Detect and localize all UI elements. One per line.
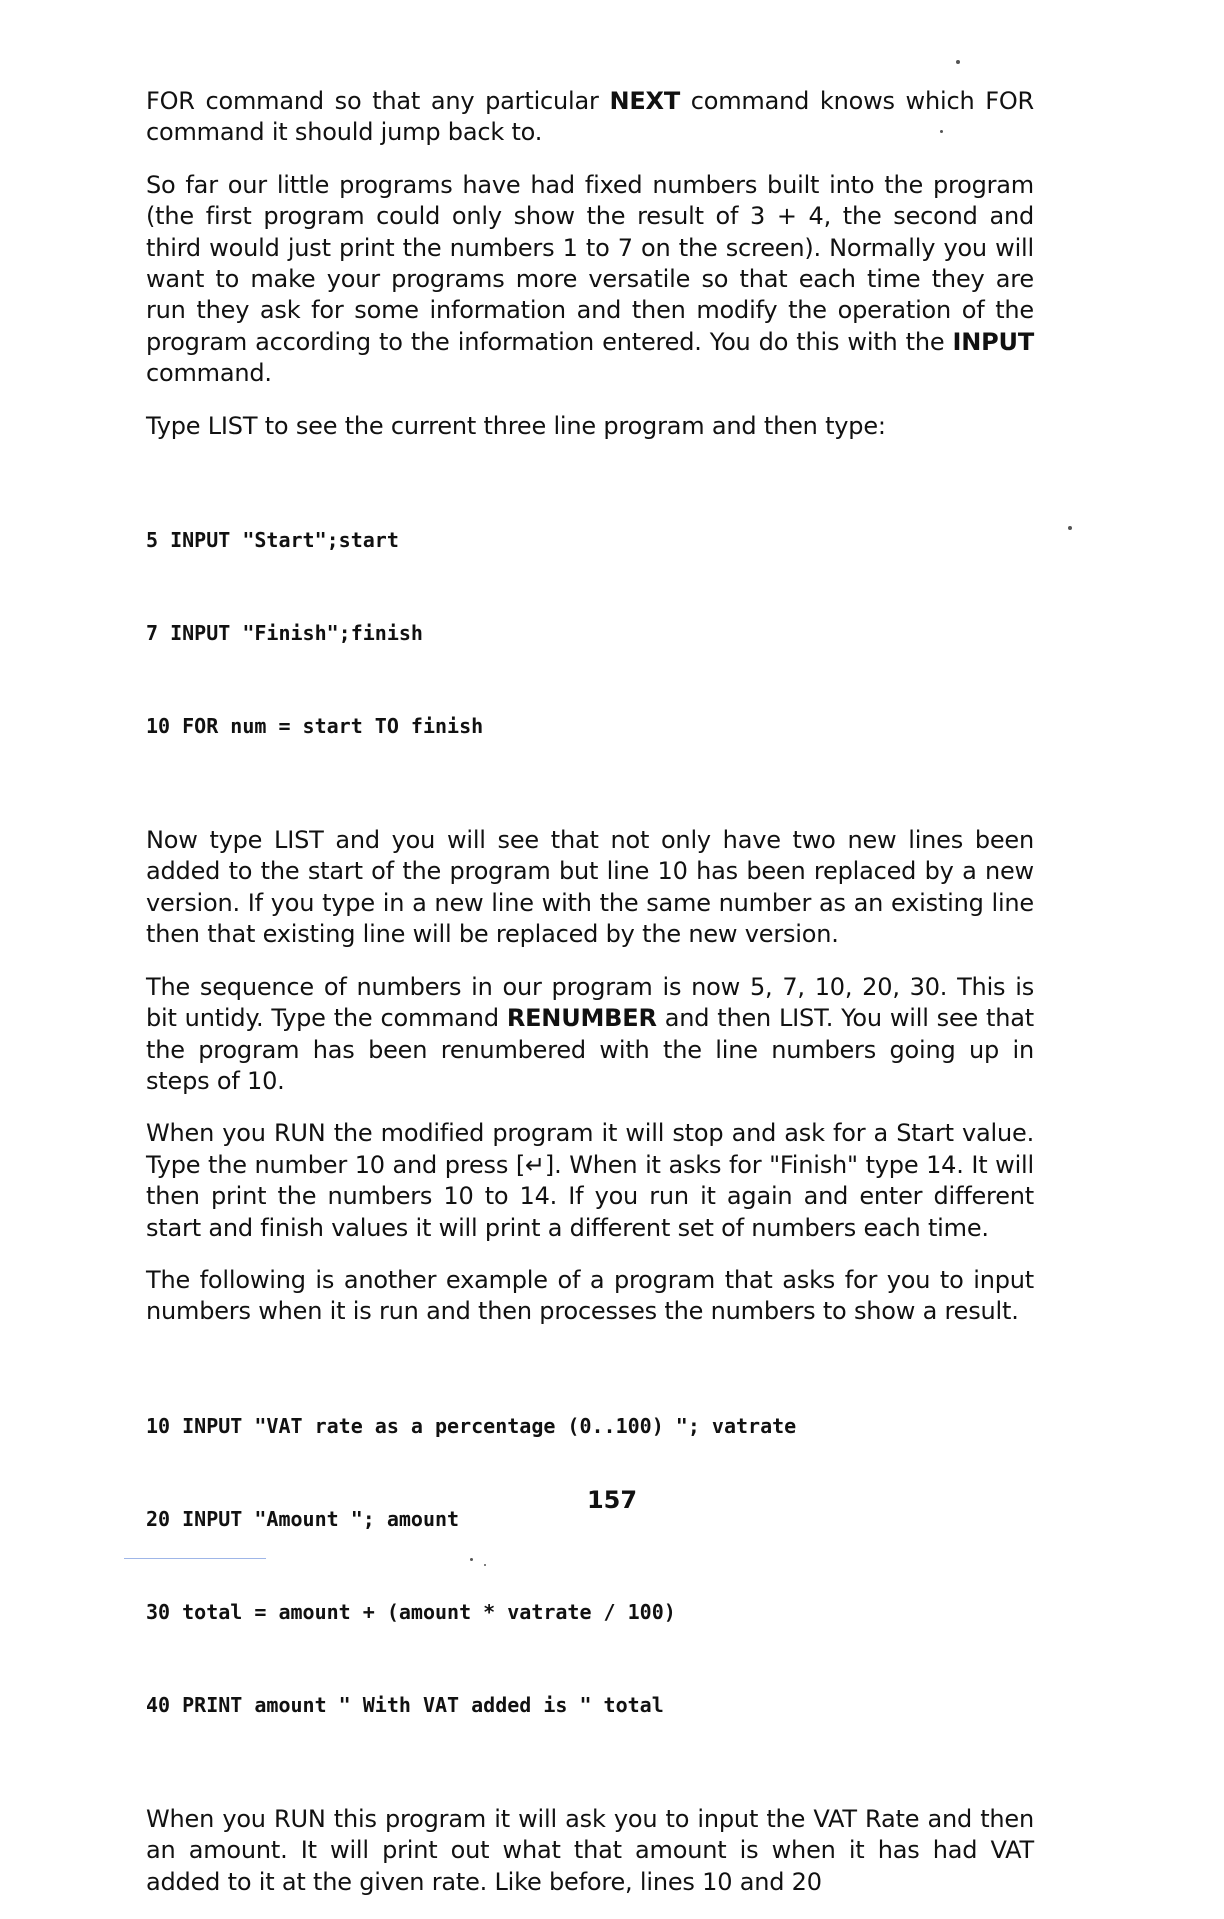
scan-speck bbox=[956, 60, 960, 64]
text-run: . When it asks for "Finish" type 14. It will then print the numbers 10 to 14. If you run it again and enter different start and finish values it will print a different set of numbers each time. bbox=[146, 1150, 1034, 1242]
scan-speck bbox=[1068, 526, 1072, 530]
paragraph-8 bbox=[146, 1804, 1034, 1898]
bold-keyword: INPUT bbox=[952, 327, 1034, 356]
text-run: command knows which FOR command it should jump back to. bbox=[146, 87, 1034, 147]
code-block-1 bbox=[146, 463, 1034, 804]
paragraph-6 bbox=[146, 1118, 1034, 1244]
code-line: 10 FOR num = start TO finish bbox=[146, 714, 484, 739]
code-line: 40 PRINT amount " With VAT added is " total bbox=[146, 1692, 664, 1717]
text-run: So far our little programs have had fixed numbers built into the program (the first program could only show the result of 3 + 4, the second and third would just print the numbers 1 to 7 on the screen). Normally you will want to make your programs more versatile so that each time they are run they ask for some information and then modify the operation of the program according to the information entered. You do this with the bbox=[146, 170, 1034, 356]
bold-keyword: NEXT bbox=[609, 87, 680, 115]
scan-speck bbox=[484, 1564, 486, 1566]
code-line: 10 INPUT "VAT rate as a percentage (0..100) "; vatrate bbox=[146, 1413, 797, 1438]
scan-speck bbox=[940, 130, 943, 133]
text-run: When you RUN this program it will ask you to input the VAT Rate and then an amount. It will print out what that amount is when it has had VAT added to it at the given rate. Like before, lines 10 and 20 bbox=[146, 1804, 1034, 1896]
paragraph-4 bbox=[146, 825, 1034, 951]
text-run: command. bbox=[146, 359, 272, 388]
code-block-2 bbox=[146, 1349, 1034, 1783]
page-number: 157 bbox=[586, 1486, 638, 1514]
paragraph-2 bbox=[146, 170, 1034, 390]
code-line: 5 INPUT "Start";start bbox=[146, 528, 399, 553]
scan-speck bbox=[470, 1558, 473, 1561]
text-run: Type LIST to see the current three line program and then type: bbox=[146, 411, 886, 440]
text-run: and then LIST. You will see that the program has been renumbered with the line numbers going up in steps of 10. bbox=[146, 1004, 1034, 1095]
bold-keyword: RENUMBER bbox=[506, 1004, 657, 1033]
code-line: 20 INPUT "Amount "; amount bbox=[146, 1506, 460, 1531]
paragraph-3 bbox=[146, 411, 1034, 442]
text-run: Now type LIST and you will see that not only have two new lines been added to the start of the program but line 10 has been replaced by a new version. If you type in a new line with the same number as an existing line then that existing line will be replaced by the new version. bbox=[146, 826, 1034, 949]
paragraph-7 bbox=[146, 1265, 1034, 1328]
text-run: The following is another example of a program that asks for you to input numbers when it is run and then processes the numbers to show a result. bbox=[146, 1265, 1034, 1326]
text-run: [↵] bbox=[515, 1150, 555, 1179]
text-run: When you RUN the modified program it will stop and ask for a Start value. Type the number 10 and press bbox=[146, 1119, 1034, 1179]
paragraph-5 bbox=[146, 972, 1034, 1098]
document-page bbox=[146, 86, 1034, 1919]
text-run: The sequence of numbers in our program is now 5, 7, 10, 20, 30. This is bit untidy. Type the command bbox=[146, 972, 1034, 1033]
code-line: 7 INPUT "Finish";finish bbox=[146, 621, 423, 646]
scan-edge-line bbox=[124, 1558, 266, 1559]
text-run: FOR command so that any particular bbox=[146, 87, 610, 115]
code-line: 30 total = amount + (amount * vatrate / 100) bbox=[146, 1599, 676, 1624]
paragraph-1 bbox=[146, 86, 1034, 149]
